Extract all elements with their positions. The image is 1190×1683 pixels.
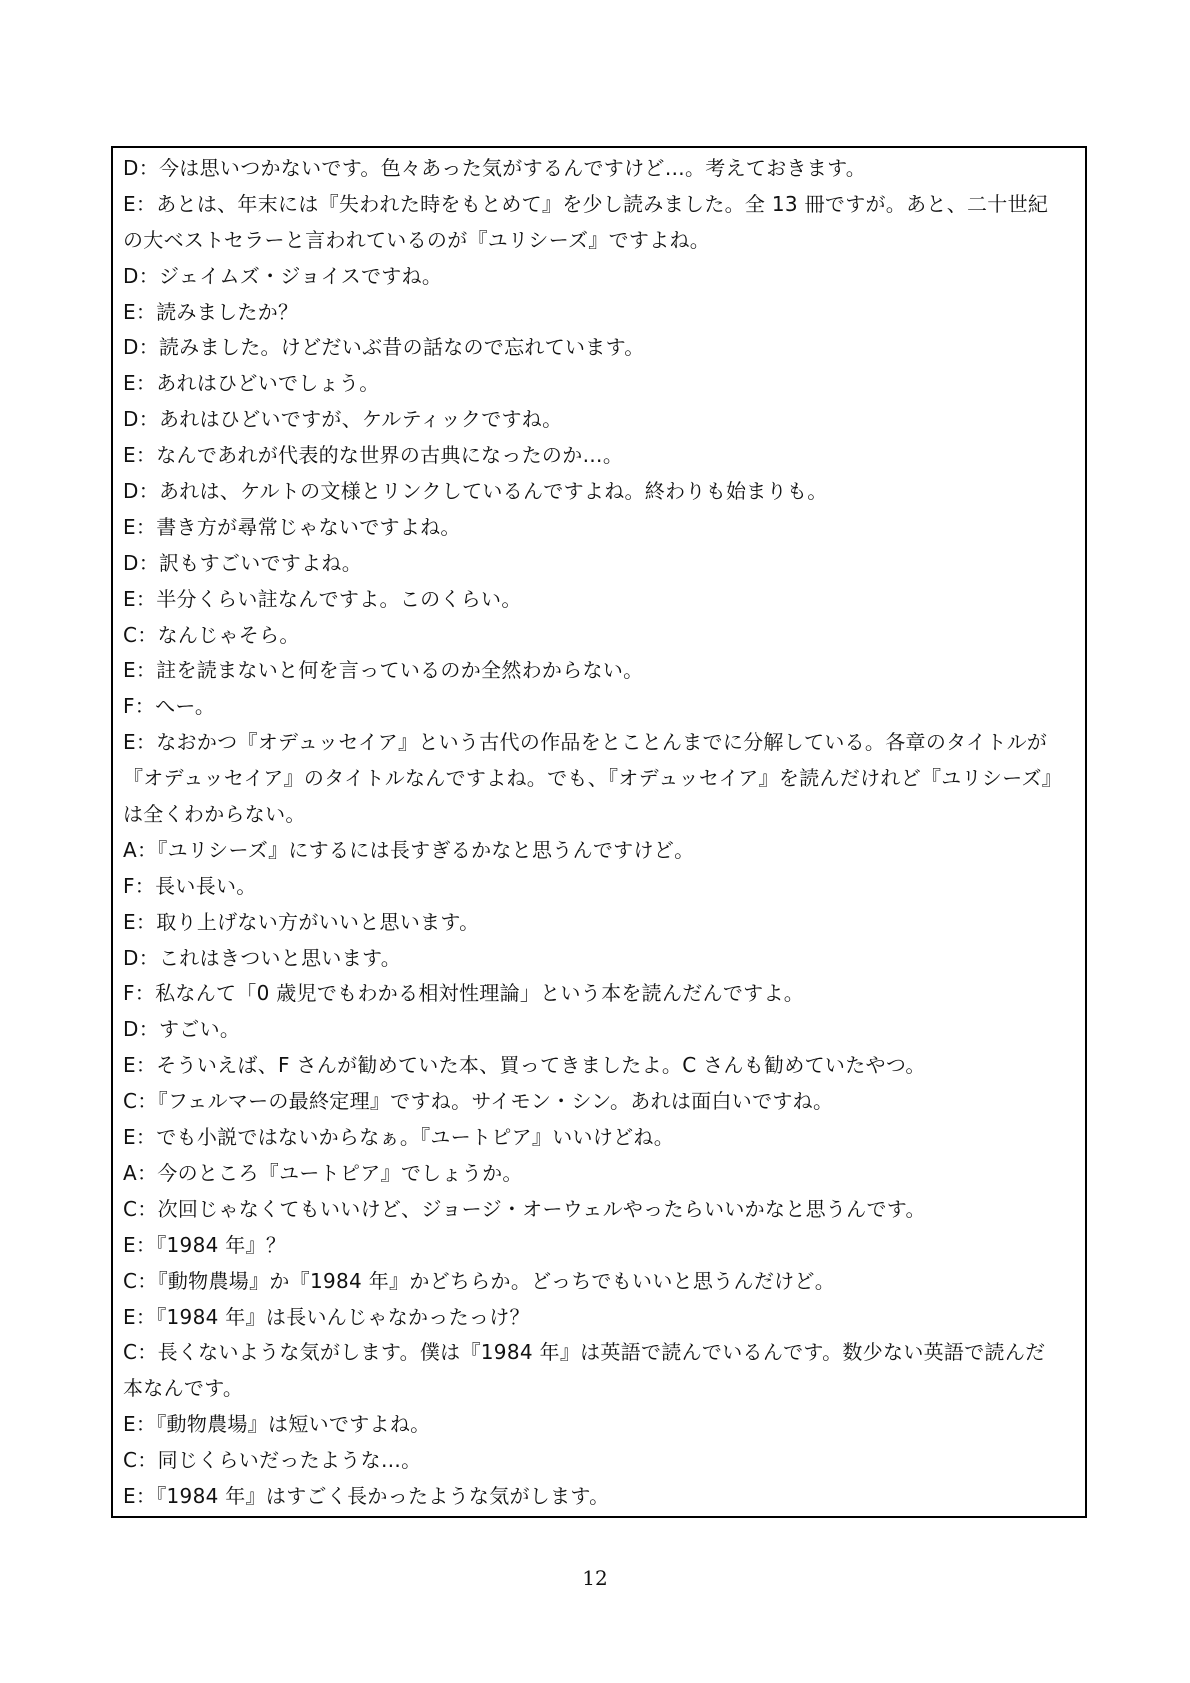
transcript-line: F：へー。 [123,694,216,719]
transcript-line: E：註を読まないと何を言っているのか全然わからない。 [123,658,644,683]
transcript-line: A：今のところ『ユートピア』でしょうか。 [123,1160,523,1185]
transcript-line: E：書き方が尋常じゃないですよね。 [123,514,461,539]
transcript-line: C：次回じゃなくてもいいけど、ジョージ・オーウェルやったらいいかなと思うんです。 [123,1196,926,1221]
transcript-line: E：なんであれが代表的な世界の古典になったのか…。 [123,443,624,468]
page-number: 12 [582,1566,608,1590]
transcript-line: E：『動物農場』は短いですよね。 [123,1412,431,1437]
transcript-line: E：『1984 年』はすごく長かったような気がします。 [123,1483,610,1508]
transcript-line: D：訳もすごいですよね。 [123,550,363,575]
transcript-line: D：ジェイムズ・ジョイスですね。 [123,263,443,288]
transcript-line: E：読みましたか？ [123,299,299,324]
transcript-line: D：あれはひどいですが、ケルティックですね。 [123,407,563,432]
transcript-line: E：『1984 年』は長いんじゃなかったっけ？ [123,1304,530,1329]
transcript-line: 本なんです。 [123,1376,244,1401]
transcript-line: E：半分くらい註なんですよ。このくらい。 [123,586,522,611]
transcript-line: E：なおかつ『オデュッセイア』という古代の作品をとことんまでに分解している。各章のタイトルが [123,730,1048,755]
transcript-line: E：『1984 年』？ [123,1232,287,1257]
transcript-line: C：『動物農場』か『1984 年』かどちらか。どっちでもいいと思うんだけど。 [123,1268,836,1293]
transcript-line: C：なんじゃそら。 [123,622,300,647]
transcript-line: F：長い長い。 [123,873,257,898]
transcript-line: C：『フェルマーの最終定理』ですね。サイモン・シン。あれは面白いですね。 [123,1089,834,1114]
transcript-line: D：あれは、ケルトの文様とリンクしているんですよね。終わりも始まりも。 [123,479,828,504]
transcript-line: D：今は思いつかないです。色々あった気がするんですけど…。考えておきます。 [123,156,867,180]
transcript-line: C：長くないような気がします。僕は『1984 年』は英語で読んでいるんです。数少ない英語で読んだ [123,1340,1046,1365]
transcript-line: E：でも小説ではないからなぁ。『ユートピア』いいけどね。 [123,1125,675,1150]
transcript-line: E：あれはひどいでしょう。 [123,371,380,396]
transcript-line: E：取り上げない方がいいと思います。 [123,909,480,934]
transcript-line: C：同じくらいだったような…。 [123,1448,422,1473]
transcript-line: D：読みました。けどだいぶ昔の話なので忘れています。 [123,335,645,360]
transcript-line: D：これはきついと思います。 [123,945,401,970]
transcript-box [111,146,1087,1518]
transcript-line: A：『ユリシーズ』にするには長すぎるかなと思うんですけど。 [123,837,695,862]
transcript-line: は全くわからない。 [123,802,306,827]
transcript-line: 『オデュッセイア』のタイトルなんですよね。でも、『オデュッセイア』を読んだけれど『ユリシーズ』 [123,766,1063,791]
transcript-line: の大ベストセラーと言われているのが『ユリシーズ』ですよね。 [123,227,711,252]
transcript-line: E：あとは、年末には『失われた時をもとめて』を少し読みました。全 13 冊ですが。あと、二十世紀 [123,191,1049,216]
transcript-line: D：すごい。 [123,1017,241,1042]
transcript-line: E：そういえば、F さんが勧めていた本、買ってきましたよ。C さんも勧めていたやつ。 [123,1053,926,1078]
transcript-line: F：私なんて「0 歳児でもわかる相対性理論」という本を読んだんですよ。 [123,981,805,1006]
